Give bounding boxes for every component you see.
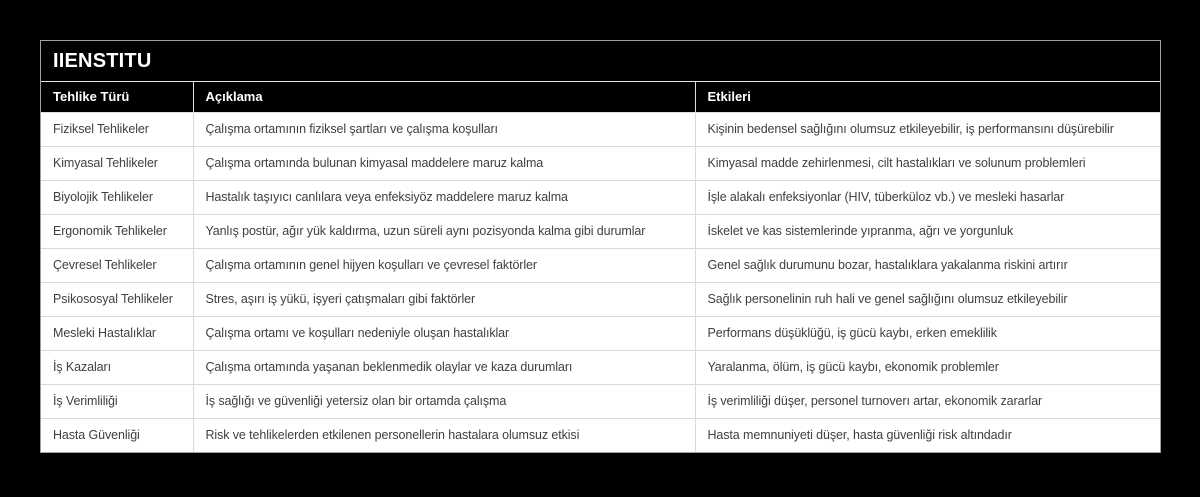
description-cell: Çalışma ortamı ve koşulları nedeniyle oluşan hastalıklar	[193, 316, 695, 350]
hazard-type-cell: Mesleki Hastalıklar	[41, 316, 193, 350]
hazard-type-cell: Kimyasal Tehlikeler	[41, 146, 193, 180]
hazards-table	[41, 82, 1160, 452]
effects-cell: Performans düşüklüğü, iş gücü kaybı, erken emeklilik	[695, 316, 1160, 350]
description-cell: Çalışma ortamının genel hijyen koşulları ve çevresel faktörler	[193, 248, 695, 282]
table-row	[41, 146, 1160, 180]
table-row	[41, 384, 1160, 418]
effects-cell: Sağlık personelinin ruh hali ve genel sağlığını olumsuz etkileyebilir	[695, 282, 1160, 316]
table-row	[41, 282, 1160, 316]
table-header-row	[41, 82, 1160, 112]
table-row	[41, 214, 1160, 248]
effects-cell: İskelet ve kas sistemlerinde yıpranma, ağrı ve yorgunluk	[695, 214, 1160, 248]
hazard-type-cell: Fiziksel Tehlikeler	[41, 112, 193, 146]
table-row	[41, 180, 1160, 214]
hazard-type-cell: Psikososyal Tehlikeler	[41, 282, 193, 316]
hazard-type-cell: İş Verimliliği	[41, 384, 193, 418]
effects-cell: Kimyasal madde zehirlenmesi, cilt hastalıkları ve solunum problemleri	[695, 146, 1160, 180]
table-row	[41, 248, 1160, 282]
hazard-type-cell: Hasta Güvenliği	[41, 418, 193, 452]
effects-cell: İş verimliliği düşer, personel turnoverı artar, ekonomik zararlar	[695, 384, 1160, 418]
table-row	[41, 316, 1160, 350]
hazard-type-cell: Ergonomik Tehlikeler	[41, 214, 193, 248]
hazard-type-cell: İş Kazaları	[41, 350, 193, 384]
column-header-description: Açıklama	[193, 82, 695, 112]
effects-cell: Hasta memnuniyeti düşer, hasta güvenliği risk altındadır	[695, 418, 1160, 452]
column-header-effects: Etkileri	[695, 82, 1160, 112]
hazard-type-cell: Çevresel Tehlikeler	[41, 248, 193, 282]
description-cell: Stres, aşırı iş yükü, işyeri çatışmaları gibi faktörler	[193, 282, 695, 316]
description-cell: Yanlış postür, ağır yük kaldırma, uzun süreli aynı pozisyonda kalma gibi durumlar	[193, 214, 695, 248]
column-header-hazard-type: Tehlike Türü	[41, 82, 193, 112]
description-cell: Hastalık taşıyıcı canlılara veya enfeksiyöz maddelere maruz kalma	[193, 180, 695, 214]
table-row	[41, 418, 1160, 452]
effects-cell: İşle alakalı enfeksiyonlar (HIV, tüberküloz vb.) ve mesleki hasarlar	[695, 180, 1160, 214]
effects-cell: Yaralanma, ölüm, iş gücü kaybı, ekonomik problemler	[695, 350, 1160, 384]
description-cell: Çalışma ortamında bulunan kimyasal maddelere maruz kalma	[193, 146, 695, 180]
description-cell: Çalışma ortamının fiziksel şartları ve çalışma koşulları	[193, 112, 695, 146]
description-cell: Çalışma ortamında yaşanan beklenmedik olaylar ve kaza durumları	[193, 350, 695, 384]
hazards-table-panel	[40, 40, 1161, 453]
hazard-type-cell: Biyolojik Tehlikeler	[41, 180, 193, 214]
description-cell: İş sağlığı ve güvenliği yetersiz olan bir ortamda çalışma	[193, 384, 695, 418]
effects-cell: Kişinin bedensel sağlığını olumsuz etkileyebilir, iş performansını düşürebilir	[695, 112, 1160, 146]
effects-cell: Genel sağlık durumunu bozar, hastalıklara yakalanma riskini artırır	[695, 248, 1160, 282]
description-cell: Risk ve tehlikelerden etkilenen personellerin hastalara olumsuz etkisi	[193, 418, 695, 452]
table-title: IIENSTITU	[41, 41, 1160, 82]
table-row	[41, 112, 1160, 146]
table-row	[41, 350, 1160, 384]
